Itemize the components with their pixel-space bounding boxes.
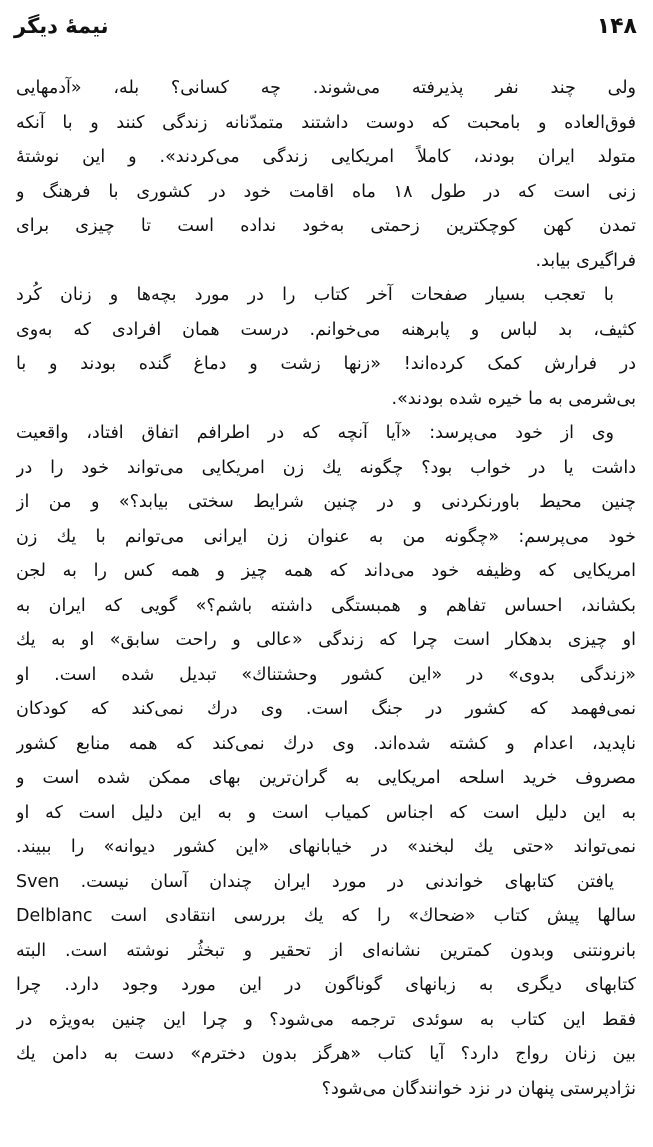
text-line: ولی چند نفر پذیرفته می‌شوند. چه کسانی؟ بله، «آدمهایی <box>16 78 636 98</box>
text-line: فراگیری بیابد. <box>535 250 636 271</box>
text-line: فوق‌العاده و بامحبت که دوست داشتند متمدّنانه زندگی کنند و با آنکه <box>16 112 636 133</box>
text-line: تمدن کهن کوچکترین زحمتی به‌خود نداده است تا چیزی برای <box>16 216 636 236</box>
text-line: «زندگی بدوی» در «این کشور وحشتناك» تبدیل شده است. او <box>16 664 636 685</box>
text-line: بانرونتنی وبدون کمترین نشانه‌ای از تحقیر و تبخثُر نوشته است. البته <box>16 940 636 961</box>
text-line: با تعجب بسیار صفحات آخر کتاب را در مورد بچه‌ها و زنان کُرد <box>16 285 614 305</box>
text-line: نژادپرستی پنهان در نزد خوانندگان می‌شود؟ <box>321 1078 636 1099</box>
text-line: خود می‌پرسم: «چگونه من به عنوان زن ایرانی می‌توانم با یك زن <box>16 526 636 547</box>
text-line: زنی است که در طول ۱۸ ماه اقامت خود در کشوری با فرهنگ و <box>16 181 636 202</box>
text-line: به این دلیل است که اجناس کمیاب است و به این دلیل است که او <box>16 802 636 823</box>
text-line: فقط این کتاب به سوئدی ترجمه می‌شود؟ و چرا این چنین به‌ویژه در <box>16 1009 636 1030</box>
text-line: در فرارش کمک کرده‌اند! «زنها زشت و دماغ گنده بودند و با <box>16 354 636 374</box>
text-line: بکشاند، احساس تفاهم و همبستگی داشته باشم؟» گویی که ایران به <box>16 595 636 616</box>
text-line: بین زنان رواج دارد؟ آیا کتاب «هرگز بدون دخترم» دست به دامن یك <box>16 1044 636 1064</box>
text-line: بی‌شرمی به ما خیره شده بودند». <box>391 388 636 409</box>
text-line: داشت یا در خواب بود؟ چگونه یك زن امریکایی می‌تواند خود را در <box>16 457 636 478</box>
text-line: کثیف، بد لباس و پابرهنه می‌خوانم. درست همان افرادی که به‌وی <box>16 319 636 340</box>
body-text <box>16 71 636 1106</box>
text-line: یافتن کتابهای خواندنی در مورد ایران چندان آسان نیست. Sven <box>16 871 614 892</box>
text-line: نمی‌فهمد که کشور در جنگ است. وی درك نمی‌کند که کودکان <box>16 699 636 719</box>
text-line: کتابهای دیگری به زبانهای گوناگون در این مورد وجود دارد. چرا <box>16 975 636 995</box>
text-line: نمی‌تواند «حتی یك لبخند» در خیابانهای «این کشور دیوانه» را ببیند. <box>16 837 636 857</box>
text-line: چنین محیط باورنکردنی و در چنین شرایط سختی بیابد؟» و من از <box>16 492 636 512</box>
text-line: امریکایی که وظیفه خود می‌داند که همه چیز و همه کس را به لجن <box>16 561 636 581</box>
text-line: Delblanc سالها پیش کتاب «ضحاك» را که یك بررسی انتقادی است <box>16 906 636 926</box>
text-line: وی از خود می‌پرسد: «آیا آنچه که در اطرافم اتفاق افتاد، واقعیت <box>16 423 614 443</box>
text-line: او چیزی بدهکار است چرا که زندگی «عالی و راحت سابق» او به یك <box>16 630 636 650</box>
running-title: نیمهٔ دیگر <box>14 14 109 38</box>
text-line: متولد ایران بودند، کاملاً امریکایی زندگی می‌کردند». و این نوشتهٔ <box>16 147 636 167</box>
text-line: ناپدید، اعدام و کشته شده‌اند. وی درك نمی‌کند که همه منابع کشور <box>16 733 636 754</box>
page-number: ۱۴۸ <box>596 14 637 39</box>
text-line: مصروف خرید اسلحه امریکایی به گران‌ترین بهای ممکن شده است و <box>16 768 636 788</box>
